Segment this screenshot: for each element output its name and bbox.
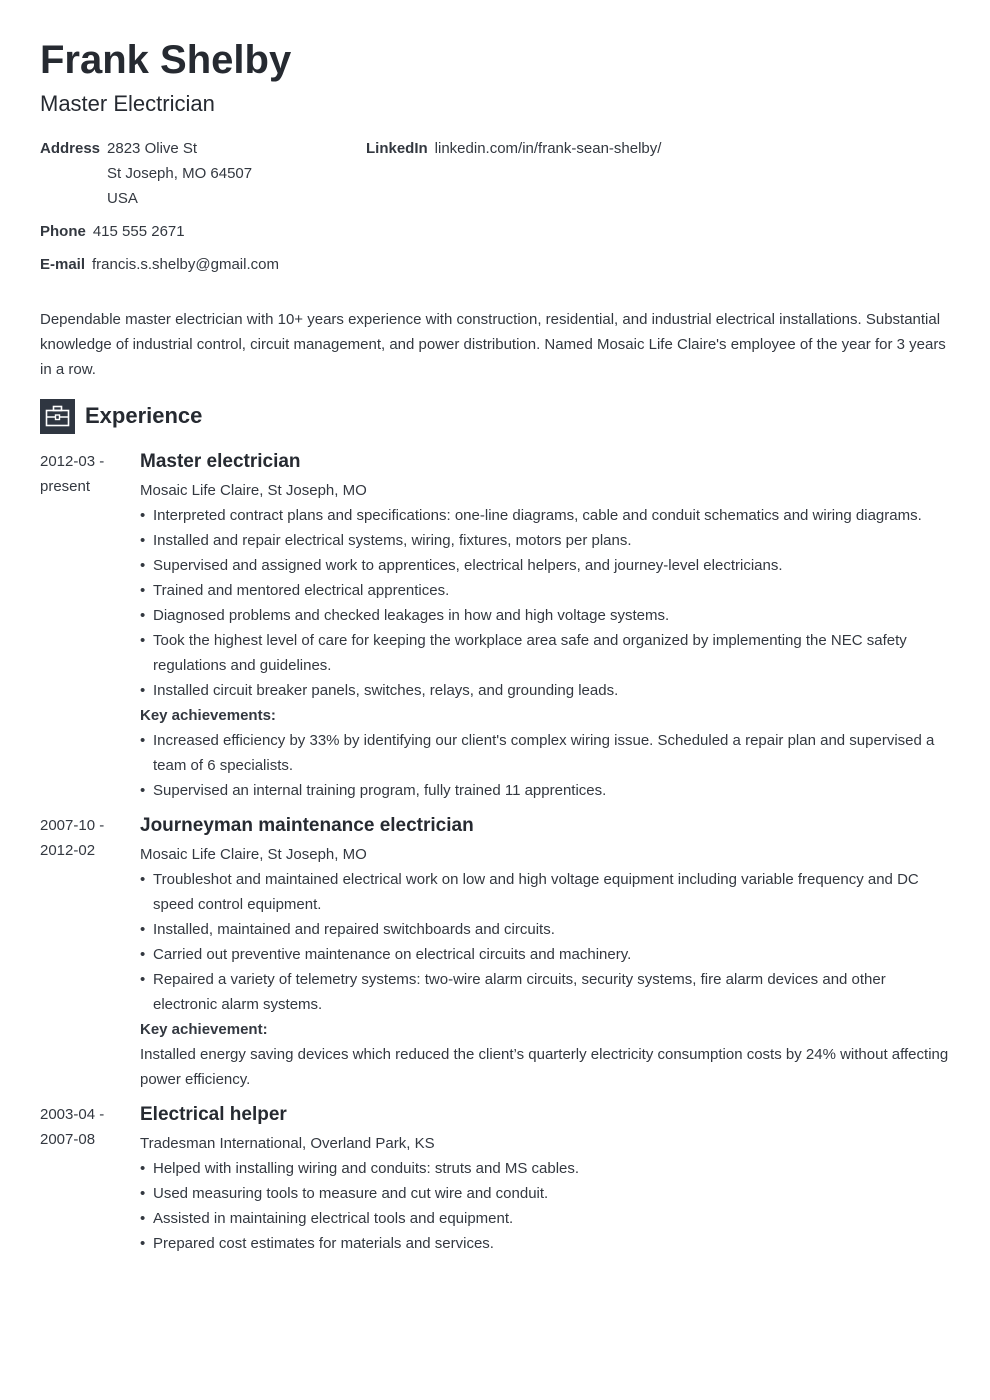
address-line: USA: [107, 190, 138, 207]
contact-email: [40, 252, 279, 277]
duty-item: • Installed, maintained and repaired switchboards and circuits.: [140, 917, 950, 942]
duty-item: • Assisted in maintaining electrical tools and equipment.: [140, 1206, 950, 1231]
experience-entry: [40, 1102, 950, 1256]
duty-item: • Installed and repair electrical systems, wiring, fixtures, motors per plans.: [140, 528, 950, 553]
duty-item: • Diagnosed problems and checked leakages in how and high voltage systems.: [140, 603, 950, 628]
linkedin-label: LinkedIn: [366, 140, 428, 157]
job-role: Electrical helper: [140, 1104, 287, 1125]
experience-entry: [40, 449, 950, 803]
job-company: Mosaic Life Claire, St Joseph, MO: [140, 482, 367, 499]
achievement-list: [140, 728, 950, 803]
achievements-heading: Key achievements:: [140, 707, 276, 724]
date-start: 2003-04 -: [40, 1106, 105, 1123]
briefcase-icon: [40, 399, 75, 434]
achievement-item: • Supervised an internal training program, fully trained 11 apprentices.: [140, 778, 950, 803]
achievement-item: • Increased efficiency by 33% by identifying our client's complex wiring issue. Scheduled a repair plan and supervised a team of 6 specialists.: [140, 728, 950, 778]
entry-body: [140, 449, 950, 803]
resume-page: [40, 34, 950, 1256]
candidate-title: Master Electrician: [40, 91, 215, 116]
duty-item: • Took the highest level of care for keeping the workplace area safe and organized by implementing the NEC safety regulations and guidelines.: [140, 628, 950, 678]
address-line: St Joseph, MO 64507: [107, 165, 253, 182]
duty-list: [140, 1156, 950, 1256]
entry-dates: [40, 449, 140, 803]
duty-item: • Carried out preventive maintenance on electrical circuits and machinery.: [140, 942, 950, 967]
candidate-name: Frank Shelby: [40, 38, 292, 82]
entry-body: [140, 1102, 950, 1256]
experience-section-title: Experience: [85, 403, 203, 428]
job-company: Mosaic Life Claire, St Joseph, MO: [140, 846, 367, 863]
duty-item: • Installed circuit breaker panels, switches, relays, and grounding leads.: [140, 678, 950, 703]
duty-item: • Repaired a variety of telemetry systems: two-wire alarm circuits, security systems, fire alarm devices and other electronic alarm systems.: [140, 967, 950, 1017]
entry-dates: [40, 813, 140, 1092]
duty-item: • Used measuring tools to measure and cut wire and conduit.: [140, 1181, 950, 1206]
email-link[interactable]: francis.s.shelby@gmail.com: [92, 256, 279, 273]
entry-dates: [40, 1102, 140, 1256]
duty-item: • Prepared cost estimates for materials and services.: [140, 1231, 950, 1256]
date-end: present: [40, 478, 91, 495]
job-role: Master electrician: [140, 451, 301, 472]
date-start: 2012-03 -: [40, 453, 105, 470]
experience-entry: [40, 813, 950, 1092]
date-end: 2007-08: [40, 1131, 96, 1148]
job-role: Journeyman maintenance electrician: [140, 815, 474, 836]
duty-item: • Troubleshot and maintained electrical work on low and high voltage equipment including variable frequency and DC speed control equipment.: [140, 867, 950, 917]
experience-section-header: [40, 398, 950, 434]
profile-summary: Dependable master electrician with 10+ years experience with construction, residential, and industrial electrical installations. Substantial knowledge of industrial control, circuit management, and power distribution. Named Mosaic Life Claire's employee of the year for 3 years in a row.: [40, 311, 946, 378]
phone-label: Phone: [40, 223, 86, 240]
address-value: [107, 136, 252, 211]
date-end: 2012-02: [40, 842, 96, 859]
phone-value[interactable]: 415 555 2671: [92, 223, 185, 240]
duty-item: • Interpreted contract plans and specifications: one-line diagrams, cable and conduit schematics and wiring diagrams.: [140, 503, 950, 528]
achievement-heading: Key achievement:: [140, 1021, 268, 1038]
address-line: 2823 Olive St: [107, 140, 198, 157]
email-label: E-mail: [40, 256, 86, 273]
address-label: Address: [40, 140, 101, 157]
duty-list: [140, 867, 950, 1017]
achievement-text: Installed energy saving devices which reduced the client’s quarterly electricity consumption costs by 24% without affecting power efficiency.: [140, 1046, 949, 1088]
contact-linkedin: [366, 136, 661, 161]
job-company: Tradesman International, Overland Park, KS: [140, 1135, 435, 1152]
duty-item: • Supervised and assigned work to apprentices, electrical helpers, and journey-level electricians.: [140, 553, 950, 578]
duty-list: [140, 503, 950, 703]
duty-item: • Trained and mentored electrical apprentices.: [140, 578, 950, 603]
contact-address: [40, 136, 252, 211]
linkedin-link[interactable]: linkedin.com/in/frank-sean-shelby/: [434, 140, 662, 157]
date-start: 2007-10 -: [40, 817, 105, 834]
contact-phone: [40, 219, 185, 244]
entry-body: [140, 813, 950, 1092]
contact-block: [40, 136, 950, 286]
duty-item: • Helped with installing wiring and conduits: struts and MS cables.: [140, 1156, 950, 1181]
